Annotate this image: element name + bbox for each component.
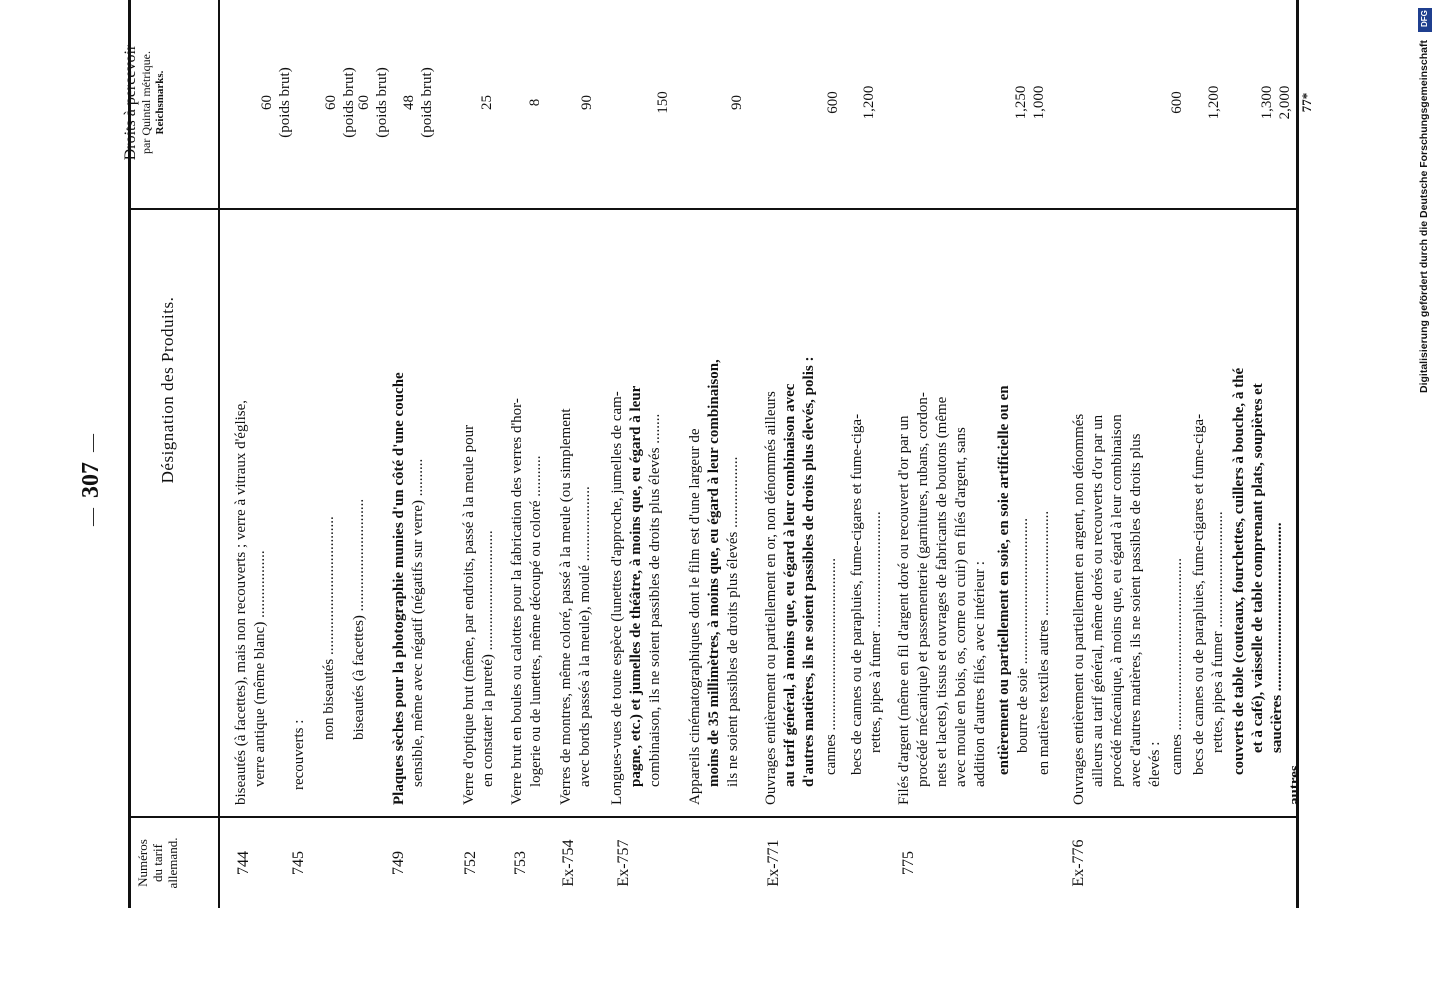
tarif-number: Ex-776 bbox=[1070, 839, 1087, 887]
product-text: recouverts : bbox=[291, 719, 307, 790]
footer-mark: 77* bbox=[1299, 92, 1314, 113]
product-text: Filés d'argent (même en fil d'argent doré ou recouvert d'or par un procédé mécanique) et passementerie (garnitures, rubans, cordon- nets et lacets), tissus et ouvrages de fabricants de boutons (même avec moule en bois, os, corne ou cuir) en filés d'argent, sans addition d'autres filés, avec intérieur : bbox=[896, 392, 988, 805]
product-text: Appareils cinématographiques dont le film est d'une largeur de moins de 35 millimètres, à moins que, eu égard à leur combinaison, ils ne soient passibles de droits plus élevés ................... bbox=[687, 359, 741, 805]
duty-value: 1,200 bbox=[861, 85, 877, 120]
duty-value: 2,000 bbox=[1277, 85, 1293, 120]
duty-value: 60 (poids brut) bbox=[323, 67, 357, 138]
product-text: autres ................................................ bbox=[1287, 581, 1303, 805]
tarif-number: 752 bbox=[462, 851, 479, 875]
product-text: biseautés (à facettes), mais non recouverts ; verre à vitraux d'église, verre antique (même blanc) .................. bbox=[233, 399, 268, 805]
tarif-number: Ex-754 bbox=[560, 839, 577, 887]
tarif-number: 749 bbox=[390, 851, 407, 875]
tarif-number: 775 bbox=[900, 851, 917, 875]
duty-value: 600 bbox=[825, 91, 841, 114]
header-designation: Désignation des Produits. bbox=[158, 296, 177, 484]
header-droits: Droits à percevoir par Quintal métrique. Reichsmarks. bbox=[122, 44, 167, 161]
col-rule-2 bbox=[128, 208, 1298, 210]
header-rule bbox=[218, 0, 220, 908]
tarif-number: 745 bbox=[290, 851, 307, 875]
duty-value: 25 bbox=[479, 95, 495, 110]
product-text: entièrement ou partiellement en soie, en soie artificielle ou en bourre de soie ....................................... bbox=[996, 385, 1031, 775]
duty-value: 150 bbox=[655, 91, 671, 114]
duty-value: 90 bbox=[579, 95, 595, 110]
product-text: couverts de table (couteaux, fourchettes, cuillers à bouche, à thé et à café), vaisselle de table comprenant plats, soupières et saucières ............................................. bbox=[1231, 367, 1285, 775]
digitization-stamp: Digitalisierung gefördert durch die Deutsche Forschungsgemeinschaft bbox=[1418, 40, 1430, 393]
product-text: Plaques sèches pour la photographie munies d'un côté d'une couche sensible, même avec négatif (négatifs sur verre) .......... bbox=[391, 372, 426, 805]
duty-value: 1,000 bbox=[1031, 85, 1047, 120]
product-text: becs de cannes ou de parapluies, fume-cigares et fume-ciga- rettes, pipes à fumer ............................... bbox=[849, 413, 884, 775]
tarif-number: Ex-771 bbox=[765, 839, 782, 887]
duty-value: 1,250 bbox=[1013, 85, 1029, 120]
duty-value: 1,300 bbox=[1259, 85, 1275, 120]
duty-value: 1,200 bbox=[1206, 85, 1222, 120]
product-text: Verres de montres, même coloré, passé à la meule (ou simplement avec bords passés à la meule), moulé .................... bbox=[558, 408, 593, 805]
tarif-number: 753 bbox=[512, 851, 529, 875]
product-text: Verre d'optique brut (même, par endroits, passé à la meule pour en constater la pureté) ................................ bbox=[461, 424, 496, 805]
header-numero: Numéros du tarif allemand. bbox=[135, 837, 180, 889]
tarif-number: 744 bbox=[235, 851, 252, 875]
duty-value: 8 bbox=[527, 98, 543, 107]
product-text: non biseautés ..................................... bbox=[321, 516, 337, 740]
product-text: Ouvrages entièrement ou partiellement en or, non dénommés ailleurs au tarif général, à moins que, eu égard à leur combinaison avec d'autres matières, ils ne soient passibles de droits plus élevés, polis : bbox=[763, 356, 817, 805]
product-text: cannes .............................................. bbox=[1169, 557, 1185, 775]
product-text: Verre brut en boules ou calottes pour la fabrication des verres d'hor- logerie ou de lunettes, même découpé ou coloré ........... bbox=[509, 398, 544, 805]
duty-value: 90 bbox=[729, 95, 745, 110]
dfg-logo: DFG bbox=[1418, 8, 1432, 32]
product-text: Longues-vues de toute espèce (lunettes d'approche, jumelles de cam- pagne, etc.) et jumelles de théâtre, à moins que, eu égard à leur combinaison, ils ne soient passibles de droits plus élevés ........ bbox=[609, 385, 663, 805]
product-text: en matières textiles autres ............................ bbox=[1036, 510, 1052, 775]
duty-value: 48 (poids brut) bbox=[401, 67, 435, 138]
duty-value: 60 (poids brut) bbox=[259, 67, 293, 138]
product-text: Ouvrages entièrement ou partiellement en argent, non dénommés ailleurs au tarif général, même dorés ou recouverts d'or par un procédé mécanique, à moins que, eu égard à leur combinaison avec d'autres matières, ils ne soient passibles de droits plus élevés : bbox=[1071, 413, 1163, 805]
tarif-number: Ex-757 bbox=[615, 839, 632, 887]
page-number: —307— bbox=[78, 434, 104, 526]
product-text: biseautés (à facettes) .............................. bbox=[351, 498, 367, 740]
duty-value: 600 bbox=[1169, 91, 1185, 114]
product-text: becs de cannes ou de parapluies, fume-cigares et fume-ciga- rettes, pipes à fumer ............................... bbox=[1191, 413, 1226, 775]
product-text: cannes .............................................. bbox=[823, 557, 839, 775]
duty-value: 60 (poids brut) bbox=[356, 67, 390, 138]
